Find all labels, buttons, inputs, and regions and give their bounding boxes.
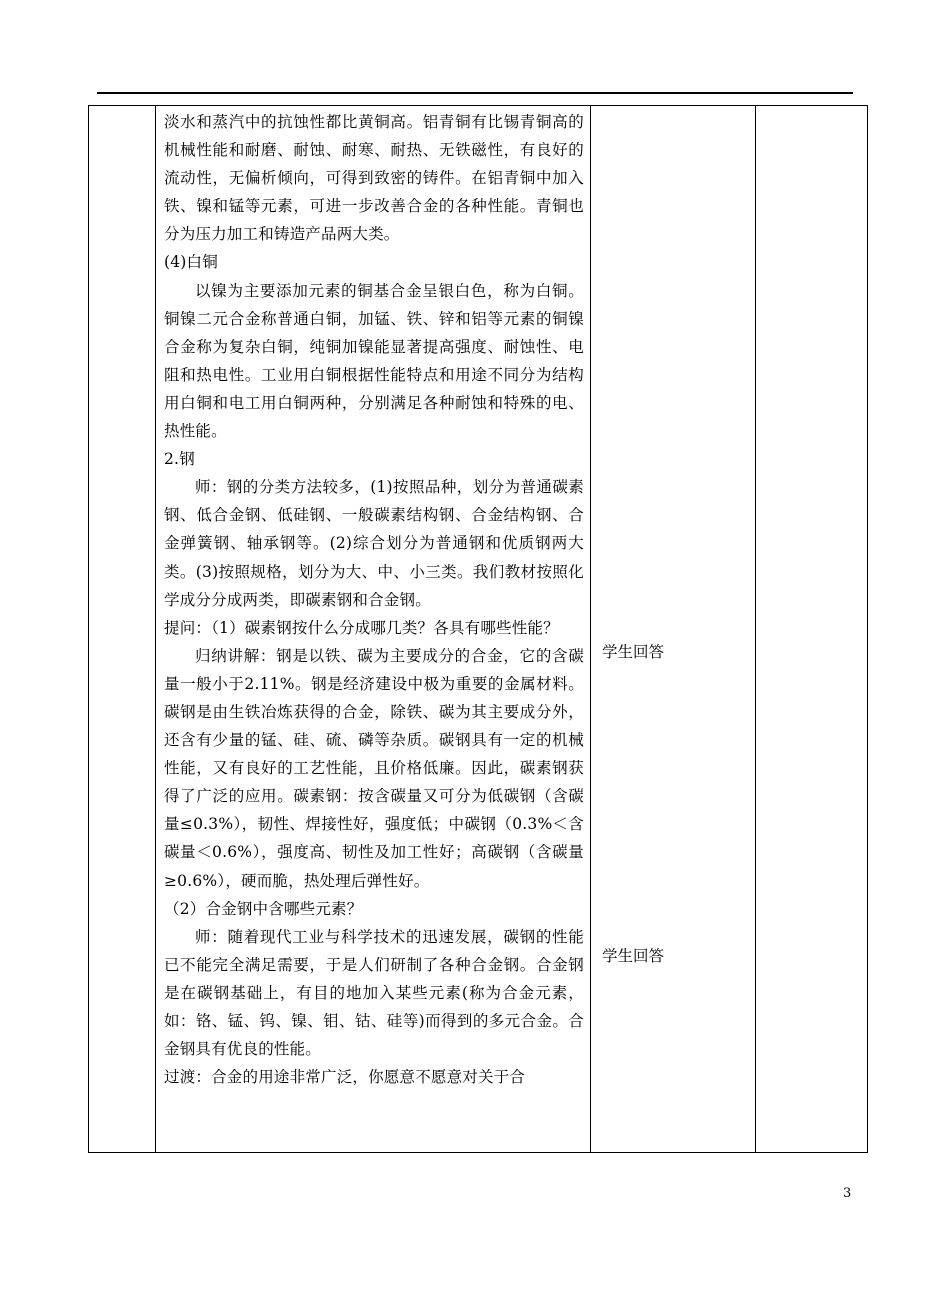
paragraph-carbon-steel: 归纳讲解：钢是以铁、碳为主要成分的合金，它的含碳量一般小于2.11%。钢是经济建设中极为重要的金属材料。碳钢是由生铁冶炼获得的合金，除铁、碳为其主要成分外，还含有少量的锰、硅、硫、磷等杂质。碳钢具有一定的机械性能，又有良好的工艺性能，且价格低廉。因此，碳素钢获得了广泛的应用。碳素钢：按含碳量又可分为低碳钢（含碳量≤0.3%），韧性、焊接性好，强度低；中碳钢（0.3%＜含碳量＜0.6%），强度高、韧性及加工性好；高碳钢（含碳量≥0.6%），硬而脆，热处理后弹性好。 xyxy=(164,646,584,890)
teaching-content-cell xyxy=(156,106,591,1153)
question-carbon-steel: 提问：（1）碳素钢按什么分成哪几类？各具有哪些性能？ xyxy=(164,618,559,637)
empty-right-cell xyxy=(756,106,868,1153)
paragraph-transition: 过渡：合金的用途非常广泛，你愿意不愿意对关于合 xyxy=(164,1068,526,1087)
table-row xyxy=(89,106,868,1153)
lesson-table xyxy=(88,105,868,1153)
student-response-1: 学生回答 xyxy=(602,643,665,661)
paragraph-bronze-continued: 淡水和蒸汽中的抗蚀性都比黄铜高。铝青铜有比锡青铜高的机械性能和耐磨、耐蚀、耐寒、耐热、无铁磁性，有良好的流动性，无偏析倾向，可得到致密的铸件。在铝青铜中加入铁、镍和锰等元素，可进一步改善合金的各种性能。青铜也分为压力加工和铸造产品两大类。 xyxy=(164,113,584,244)
paragraph-steel-classification: 师：钢的分类方法较多，(1)按照品种，划分为普通碳素钢、低合金钢、低硅钢、一般碳素结构钢、合金结构钢、合金弹簧钢、轴承钢等。(2)综合划分为普通钢和优质钢两大类。(3)按照规格，划分为大、中、小三类。我们教材按照化学成分分成两类，即碳素钢和合金钢。 xyxy=(164,478,584,609)
paragraph-alloy-steel: 师：随着现代工业与科学技术的迅速发展，碳钢的性能已不能完全满足需要，于是人们研制了各种合金钢。合金钢是在碳钢基础上，有目的地加入某些元素(称为合金元素，如：铬、锰、钨、镍、钼、钴、硅等)而得到的多元合金。合金钢具有优良的性能。 xyxy=(164,927,584,1059)
student-response-2: 学生回答 xyxy=(602,947,665,965)
heading-cupronickel: (4)白铜 xyxy=(164,253,218,272)
question-alloy-steel: （2）合金钢中含哪些元素？ xyxy=(164,899,363,918)
empty-left-cell xyxy=(89,106,156,1153)
heading-steel: 2.钢 xyxy=(164,450,195,469)
page-number: 3 xyxy=(843,1186,852,1201)
paragraph-cupronickel: 以镍为主要添加元素的铜基合金呈银白色，称为白铜。铜镍二元合金称普通白铜，加锰、铁、锌和铝等元素的铜镍合金称为复杂白铜，纯铜加镍能显著提高强度、耐蚀性、电阻和热电性。工业用白铜根据性能特点和用途不同分为结构用白铜和电工用白铜两种，分别满足各种耐蚀和特殊的电、热性能。 xyxy=(164,281,584,441)
header-rule xyxy=(97,92,853,94)
student-activity-cell xyxy=(591,106,756,1153)
teaching-content xyxy=(156,106,590,1091)
